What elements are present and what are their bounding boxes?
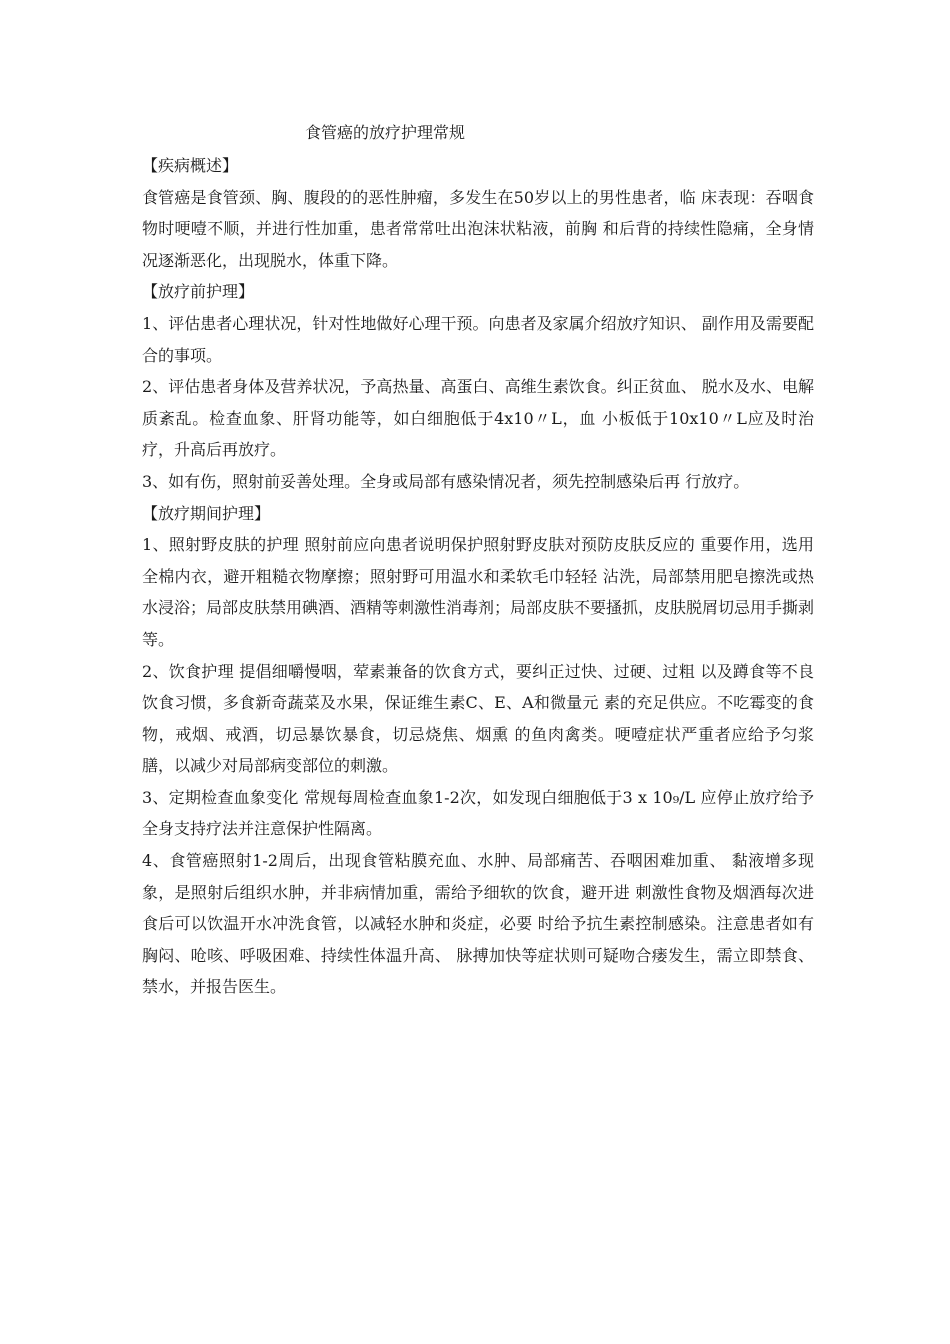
document-title: 食管癌的放疗护理常规 (305, 123, 466, 142)
pre-care-item-2: 2、评估患者身体及营养状况，予高热量、高蛋白、高维生素饮食。纠正贫血、 脱水及水、电解质紊乱。检查血象、肝肾功能等，如白细胞低于4x10〃L，血 小板低于10x10〃L应及时治疗，升高后再放疗。 (142, 377, 814, 460)
pre-care-item-1: 1、评估患者心理状况，针对性地做好心理干预。向患者及家属介绍放疗知识、 副作用及需要配合的事项。 (142, 313, 814, 365)
overview-paragraph: 食管癌是食管颈、胸、腹段的的恶性肿瘤，多发生在50岁以上的男性患者，临 床表现：吞咽食物时哽噎不顺，并进行性加重，患者常常吐出泡沫状粘液，前胸 和后背的持续性隐痛，全身情况逐渐恶化，出现脱水，体重下降。 (142, 187, 814, 270)
pre-care-item-3: 3、如有伤，照射前妥善处理。全身或局部有感染情况者，须先控制感染后再 行放疗。 (142, 471, 750, 491)
section-heading-overview: 【疾病概述】 (142, 156, 239, 175)
during-care-item-1: 1、照射野皮肤的护理 照射前应向患者说明保护照射野皮肤对预防皮肤反应的 重要作用，选用全棉内衣，避开粗糙衣物摩擦；照射野可用温水和柔软毛巾轻轻 沾洗，局部禁用肥皂擦洗或热水浸浴；局部皮肤禁用碘酒、酒精等刺激性消毒剂；局部皮肤不要搔抓，皮肤脱屑切忌用手撕剥等。 (142, 535, 815, 649)
section-heading-pre-radiotherapy: 【放疗前护理】 (142, 282, 255, 302)
during-care-item-4: 4、食管癌照射1-2周后，出现食管粘膜充血、水肿、局部痛苦、吞咽困难加重、 黏液增多现象，是照射后组织水肿，并非病情加重，需给予细软的饮食，避开进 刺激性食物及烟酒每次进食后可以饮温开水冲洗食管，以减轻水肿和炎症，必要 时给予抗生素控制感染。注意患者如有胸闷、呛咳、呼吸困难、持续性体温升高、 脉搏加快等症状则可疑吻合瘘发生，需立即禁食、禁水，并报告医生。 (142, 851, 814, 997)
during-care-item-2: 2、饮食护理 提倡细嚼慢咽，荤素兼备的饮食方式，要纠正过快、过硬、过粗 以及蹲食等不良饮食习惯，多食新奇蔬菜及水果，保证维生素C、E、A和微量元 素的充足供应。不吃霉变的食物，戒烟、戒酒，切忌暴饮暴食，切忌烧焦、烟熏 的鱼肉禽类。哽噎症状严重者应给予匀浆膳，以减少对局部病变部位的刺激。 (142, 661, 814, 776)
during-care-item-3: 3、定期检查血象变化 常规每周检查血象1-2次，如发现白细胞低于3 x 10₉/L 应停止放疗给予全身支持疗法并注意保护性隔离。 (142, 787, 814, 839)
section-heading-during-radiotherapy: 【放疗期间护理】 (142, 503, 271, 523)
document-body (142, 150, 814, 1003)
